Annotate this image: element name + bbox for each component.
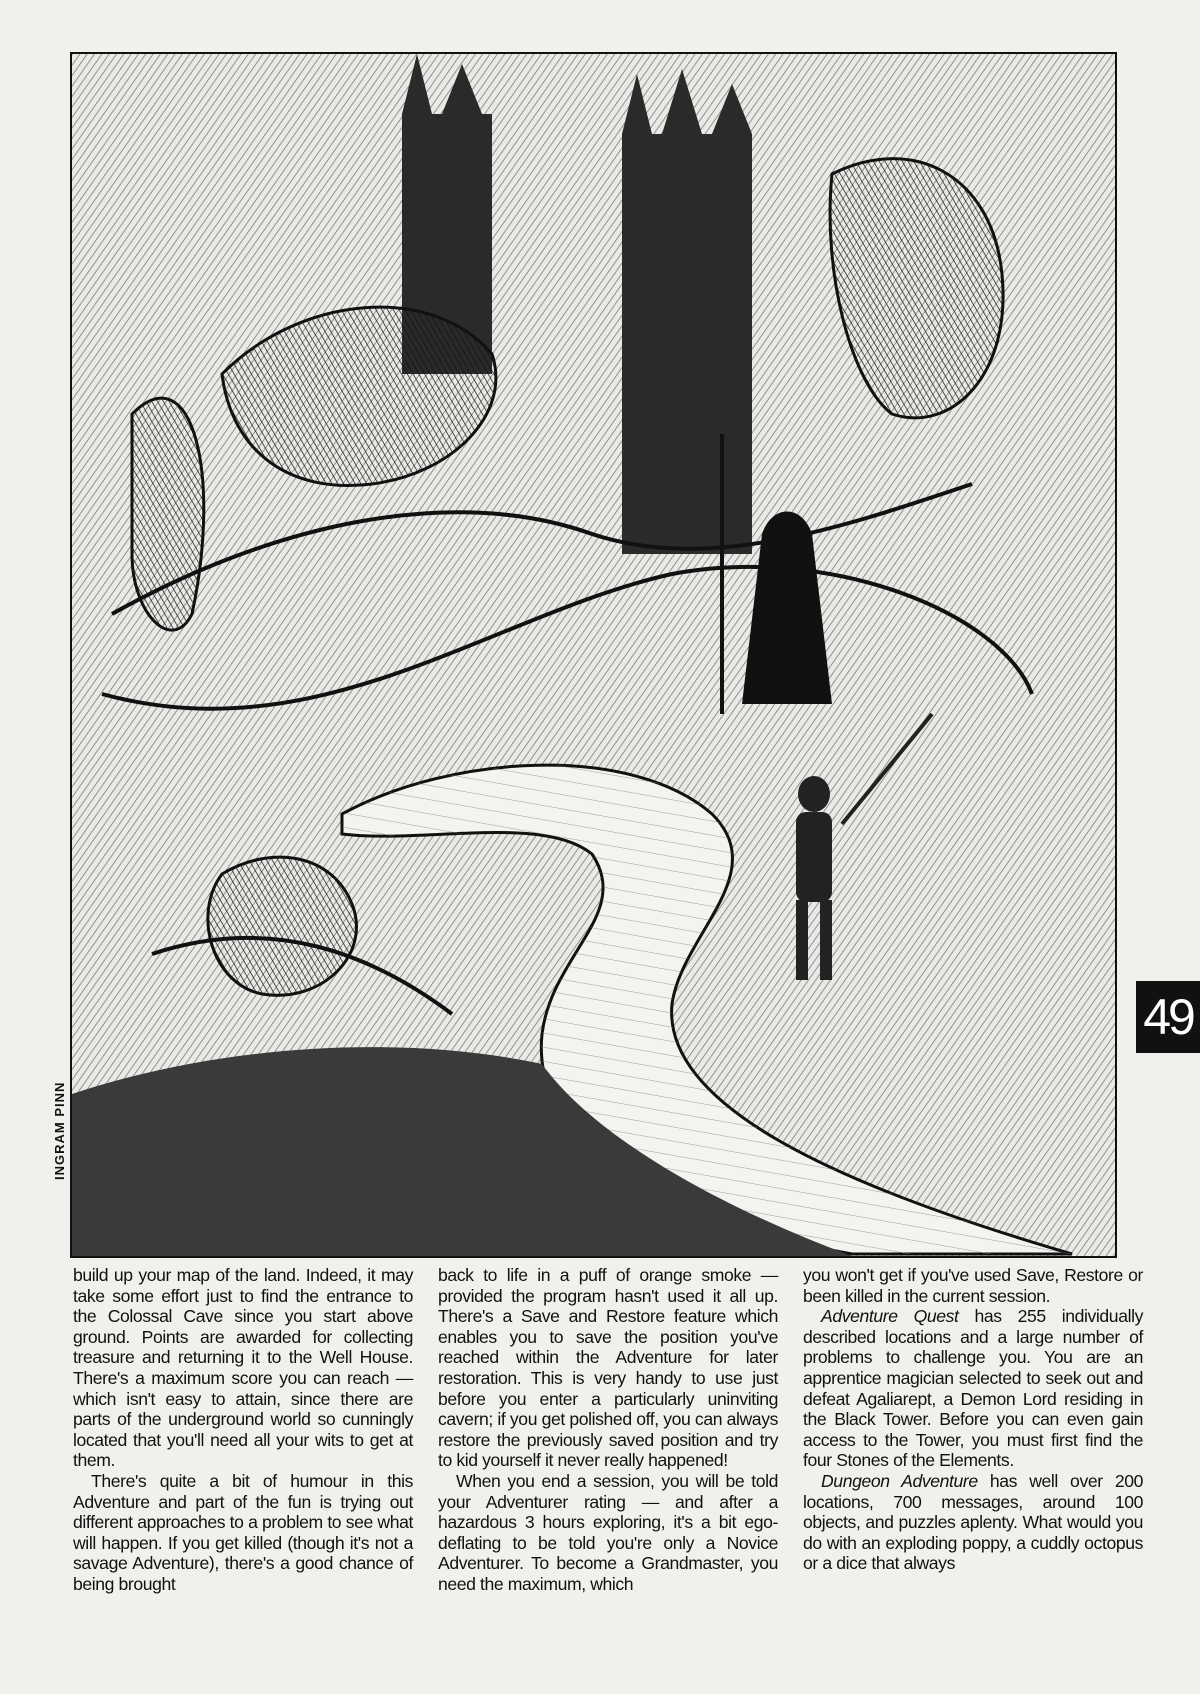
- paragraph: There's quite a bit of humour in this Adventure and part of the fun is trying out different approaches to a problem to see what will happen. If you get killed (though it's not a savage Adventure), there's a good chance of being brought: [73, 1470, 413, 1594]
- game-title: Adventure Quest: [821, 1306, 959, 1327]
- page-number: 49: [1136, 981, 1200, 1053]
- paragraph: [803, 1306, 1143, 1471]
- paragraph: build up your map of the land. Indeed, it may take some effort just to find the entrance to the Colossal Cave since you start above ground. Points are awarded for collecting treasure and returning it to the Well House. There's a maximum score you can reach — which isn't easy to attain, since there are parts of the underground world so cunningly located that you'll need all your wits to get at them.: [73, 1265, 413, 1471]
- illustration-credit: INGRAM PINN: [52, 1081, 67, 1180]
- paragraph-text: has well over 200 locations, 700 messages, around 100 objects, and puzzles aplenty. What would you do with an exploding poppy, a cuddly octopus or a dice that always: [803, 1470, 1143, 1574]
- paragraph: back to life in a puff of orange smoke — provided the program hasn't used it all up. There's a Save and Restore feature which enables you to save the position you've reached within the Adventure for later restoration. This is very handy to use just before you enter a particularly uninviting cavern; if you get polished off, you can always restore the previously saved position and try to kid yourself it never really happened!: [438, 1265, 778, 1471]
- fantasy-illustration-icon: [72, 54, 1115, 1256]
- text-column-1: [73, 1265, 413, 1685]
- paragraph-text: has 255 individually described locations and a large number of problems to challenge you. You are an apprentice magician selected to seek out and defeat Agaliarept, a Demon Lord residing in the Black Tower. Before you can even gain access to the Tower, you must first find the four Stones of the Elements.: [803, 1306, 1143, 1471]
- paragraph: [803, 1471, 1143, 1574]
- article-body: [73, 1265, 1153, 1685]
- paragraph: you won't get if you've used Save, Restore or been killed in the current session.: [803, 1265, 1143, 1306]
- game-title: Dungeon Adventure: [821, 1470, 978, 1491]
- paragraph: When you end a session, you will be told your Adventurer rating — and after a hazardous 3 hours exploring, it's a bit ego-deflating to be told you're only a Novice Adventurer. To become a Grandmaster, you need the maximum, which: [438, 1470, 778, 1594]
- fantasy-illustration: [70, 52, 1117, 1258]
- text-column-2: [438, 1265, 778, 1685]
- text-column-3: [803, 1265, 1143, 1685]
